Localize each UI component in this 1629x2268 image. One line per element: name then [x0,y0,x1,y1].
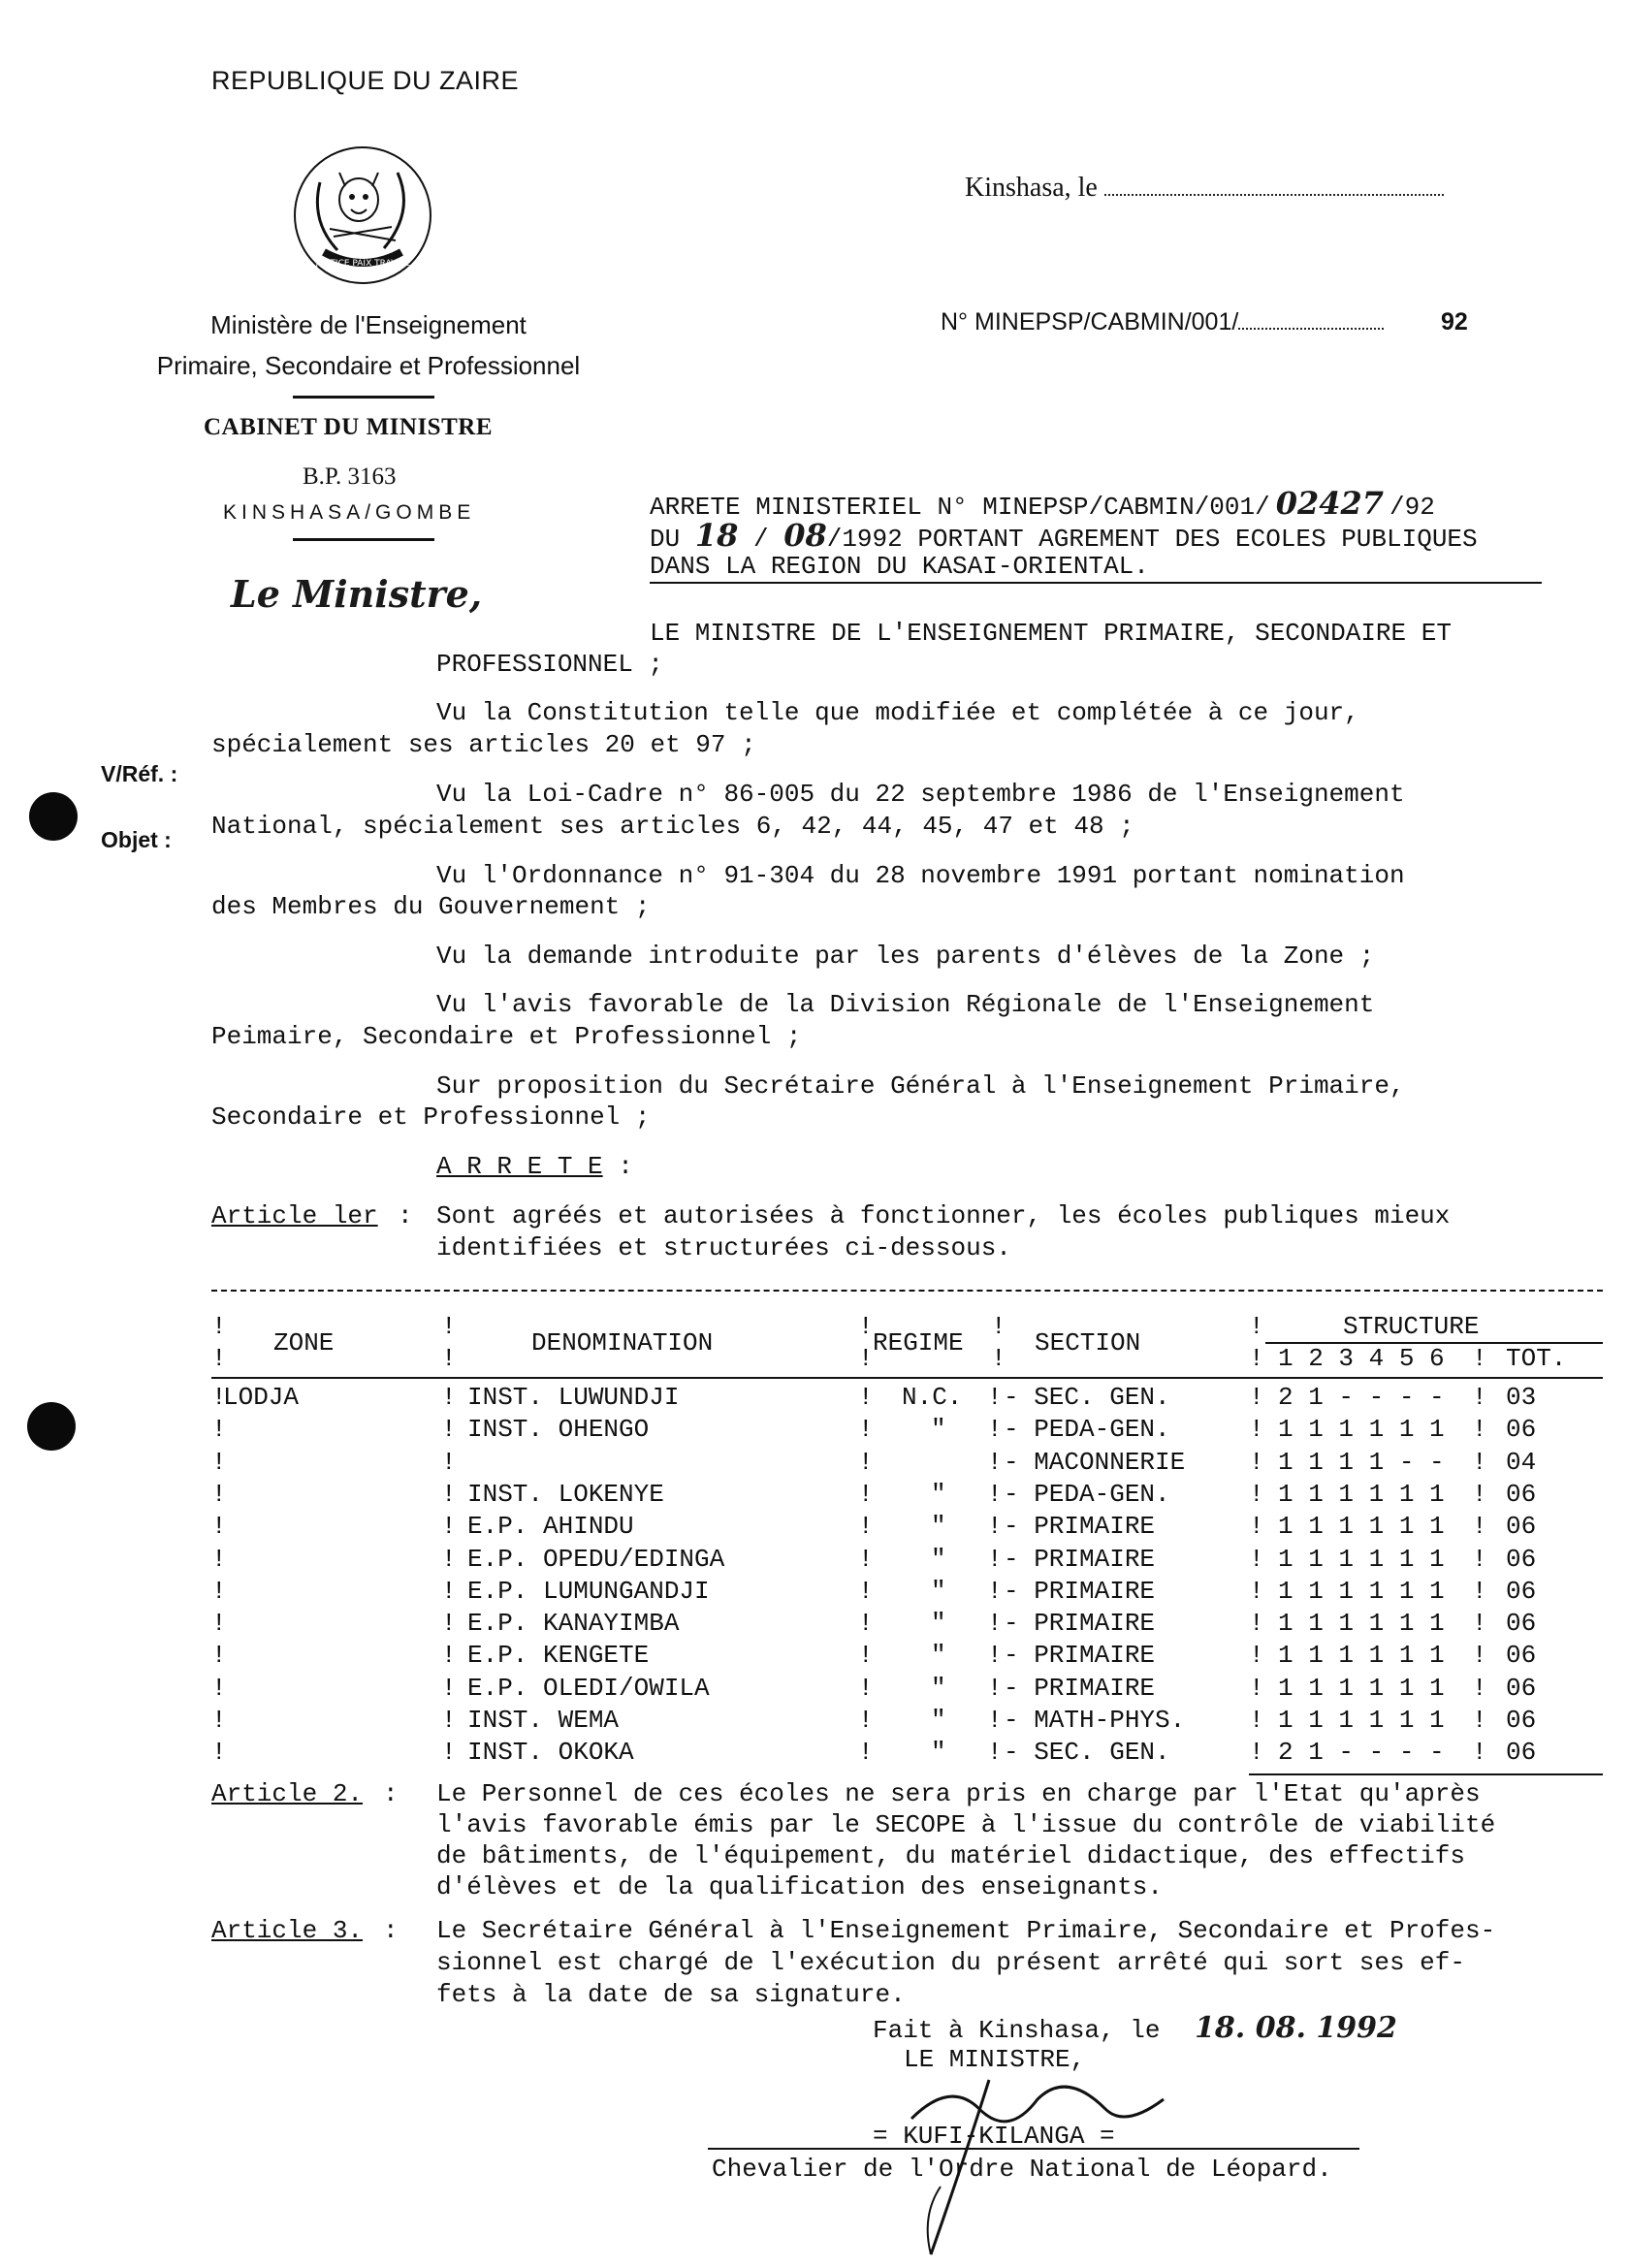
signatory-distinction: Chevalier de l'Ordre National de Léopard. [712,2155,1332,2184]
column-separator: ! [441,1738,457,1767]
table-top-rule [211,1290,1603,1292]
cell-total: 06 [1506,1545,1537,1574]
ministry-name-line1: Ministère de l'Enseignement [210,310,527,339]
signatory-title: LE MINISTRE, [904,2045,1086,2074]
date-line [965,173,1444,204]
header-sep: ! [211,1312,227,1341]
cell-regime: " [931,1641,946,1670]
handwritten-month: 08 [783,517,827,554]
column-separator: ! [858,1738,874,1767]
column-separator: ! [211,1512,227,1541]
cell-total: 06 [1506,1609,1537,1638]
header-denomination: DENOMINATION [531,1328,714,1358]
header-sep: ! [991,1312,1006,1341]
column-separator: ! [441,1609,457,1638]
column-separator: ! [987,1641,1003,1670]
vu2-line2: National, spécialement ses articles 6, 42, 44, 45, 47 et 48 ; [211,812,1134,841]
column-separator: ! [1249,1383,1264,1412]
cell-section: - PRIMAIRE [1004,1512,1156,1541]
column-separator: ! [211,1738,227,1767]
cell-denomination: E.P. KENGETE [467,1641,650,1670]
intro-line1: LE MINISTRE DE L'ENSEIGNEMENT PRIMAIRE, SECONDAIRE ET [650,619,1452,648]
column-separator: ! [1249,1641,1264,1670]
cell-regime: " [931,1512,946,1541]
vu3-line1: Vu l'Ordonnance n° 91-304 du 28 novembre 1991 portant nomination [436,861,1405,890]
cell-regime: N.C. [902,1383,963,1412]
column-separator: ! [1249,1706,1264,1735]
cell-structure: 1 1 1 1 1 1 [1278,1577,1445,1606]
signature-rule [708,2148,1359,2150]
article3-label: Article 3. [211,1916,364,1945]
column-separator: ! [211,1448,227,1477]
column-separator: ! [987,1674,1003,1703]
punch-hole-top [29,792,78,841]
cell-denomination: E.P. OLEDI/OWILA [467,1674,710,1703]
header-structure: STRUCTURE [1343,1312,1480,1341]
column-separator: ! [441,1577,457,1606]
cell-total: 06 [1506,1738,1537,1767]
column-separator: ! [211,1609,227,1638]
column-separator: ! [987,1706,1003,1735]
decree-title-line1: ARRETE MINISTERIEL N° MINEPSP/CABMIN/001/ 02427 /92 [650,485,1435,522]
cell-total: 06 [1506,1577,1537,1606]
cell-section: - MATH-PHYS. [1004,1706,1186,1735]
arrete-heading: A R R E T E : [436,1152,633,1181]
column-separator: ! [1472,1383,1487,1412]
column-separator: ! [1249,1545,1264,1574]
article2-line1: Le Personnel de ces écoles ne sera pris en charge par l'Etat qu'après [436,1779,1481,1808]
header-sep: ! [1472,1344,1487,1373]
cell-total: 06 [1506,1706,1537,1735]
vu1-line1: Vu la Constitution telle que modifiée et complétée à ce jour, [436,698,1359,727]
header-sep: ! [858,1344,874,1373]
column-separator: ! [1472,1448,1487,1477]
vu1-line2: spécialement ses articles 20 et 97 ; [211,730,756,759]
cell-total: 04 [1506,1448,1537,1477]
column-separator: ! [1472,1415,1487,1444]
article2-label: Article 2. [211,1779,364,1808]
column-separator: ! [441,1480,457,1509]
cell-structure: 2 1 - - - - [1278,1738,1445,1767]
column-separator: ! [1249,1738,1264,1767]
column-separator: ! [1472,1609,1487,1638]
cell-structure: 1 1 1 1 1 1 [1278,1609,1445,1638]
cell-section: - PRIMAIRE [1004,1577,1156,1606]
column-separator: ! [1472,1480,1487,1509]
column-separator: ! [211,1577,227,1606]
column-separator: ! [1249,1512,1264,1541]
cell-structure: 1 1 1 1 1 1 [1278,1706,1445,1735]
cell-section: - PRIMAIRE [1004,1674,1156,1703]
column-separator: ! [858,1577,874,1606]
city: KINSHASA/GOMBE [223,501,476,524]
article2-colon: : [383,1779,399,1808]
column-separator: ! [858,1448,874,1477]
vu3-line2: des Membres du Gouvernement ; [211,892,651,921]
column-separator: ! [987,1738,1003,1767]
cell-total: 06 [1506,1480,1537,1509]
vu6-line1: Sur proposition du Secrétaire Général à l'Enseignement Primaire, [436,1071,1405,1101]
vu6-line2: Secondaire et Professionnel ; [211,1102,651,1132]
column-separator: ! [441,1641,457,1670]
date-dots [1104,175,1444,196]
header-bottom-rule [211,1377,1603,1379]
table-bottom-rule [1249,1773,1603,1775]
column-separator: ! [858,1480,874,1509]
column-separator: ! [211,1383,227,1412]
column-separator: ! [1249,1577,1264,1606]
column-separator: ! [441,1512,457,1541]
column-separator: ! [1472,1545,1487,1574]
cell-section: - PRIMAIRE [1004,1641,1156,1670]
column-separator: ! [1249,1609,1264,1638]
cell-section: - PEDA-GEN. [1004,1480,1170,1509]
column-separator: ! [858,1545,874,1574]
reference-prefix: N° MINEPSP/CABMIN/001/ [941,308,1239,335]
column-separator: ! [1472,1577,1487,1606]
cell-denomination: INST. OKOKA [467,1738,634,1767]
article3-colon: : [383,1916,399,1945]
column-separator: ! [987,1545,1003,1574]
header-structure-cols: 1 2 3 4 5 6 [1278,1344,1445,1373]
article3-line1: Le Secrétaire Général à l'Enseignement Primaire, Secondaire et Profes- [436,1916,1496,1945]
column-separator: ! [441,1383,457,1412]
vu4-line: Vu la demande introduite par les parents d'élèves de la Zone ; [436,942,1375,971]
svg-text:JUSTICE PAIX TRAVAIL: JUSTICE PAIX TRAVAIL [315,259,410,269]
cell-regime: " [931,1706,946,1735]
header-regime: REGIME [873,1328,964,1358]
column-separator: ! [1249,1480,1264,1509]
cell-regime: " [931,1577,946,1606]
column-separator: ! [858,1674,874,1703]
cell-denomination: INST. LUWUNDJI [467,1383,680,1412]
cell-denomination: E.P. LUMUNGANDJI [467,1577,710,1606]
column-separator: ! [1472,1674,1487,1703]
vu5-line1: Vu l'avis favorable de la Division Régionale de l'Enseignement [436,990,1375,1019]
cell-total: 06 [1506,1512,1537,1541]
le-ministre-script: Le Ministre, [231,572,483,616]
coat-of-arms-icon [291,144,434,287]
handwritten-day: 18 [694,517,739,554]
column-separator: ! [858,1609,874,1638]
cell-denomination: INST. WEMA [467,1706,620,1735]
article1-text-line1: Sont agréés et autorisées à fonctionner, les écoles publiques mieux [436,1201,1451,1230]
column-separator: ! [211,1674,227,1703]
cell-regime: " [931,1480,946,1509]
column-separator: ! [987,1609,1003,1638]
column-separator: ! [987,1415,1003,1444]
cell-section: - PRIMAIRE [1004,1609,1156,1638]
column-separator: ! [987,1512,1003,1541]
reference-year: 92 [1441,308,1468,335]
column-separator: ! [1249,1674,1264,1703]
vref-label: V/Réf. : [101,761,178,786]
header-zone: ZONE [273,1328,335,1358]
column-separator: ! [987,1448,1003,1477]
column-separator: ! [1472,1512,1487,1541]
cell-structure: 1 1 1 1 - - [1278,1448,1445,1477]
column-separator: ! [987,1480,1003,1509]
column-separator: ! [858,1415,874,1444]
column-separator: ! [441,1545,457,1574]
handwritten-decree-number: 02427 [1275,485,1385,522]
column-separator: ! [211,1415,227,1444]
cell-denomination: E.P. KANAYIMBA [467,1609,680,1638]
republic-heading: REPUBLIQUE DU ZAIRE [211,66,520,95]
header-sep: ! [991,1344,1006,1373]
column-separator: ! [441,1674,457,1703]
cell-regime: " [931,1415,946,1444]
decree-title-line2: DU 18 / 08/1992 PORTANT AGREMENT DES ECOLES PUBLIQUES [650,517,1478,554]
cell-structure: 1 1 1 1 1 1 [1278,1415,1445,1444]
column-separator: ! [211,1641,227,1670]
cell-regime: " [931,1674,946,1703]
punch-hole-bottom [27,1402,76,1451]
column-separator: ! [441,1706,457,1735]
cell-section: - PRIMAIRE [1004,1545,1156,1574]
column-separator: ! [858,1512,874,1541]
cabinet-heading: CABINET DU MINISTRE [204,414,493,440]
cell-total: 06 [1506,1674,1537,1703]
cell-structure: 2 1 - - - - [1278,1383,1445,1412]
cell-total: 06 [1506,1415,1537,1444]
cell-regime: " [931,1609,946,1638]
header-section: SECTION [1035,1328,1141,1358]
cell-zone: LODJA [223,1383,300,1412]
cell-regime: " [931,1738,946,1767]
header-sep: ! [441,1344,457,1373]
vu5-line2: Peimaire, Secondaire et Professionnel ; [211,1022,802,1051]
postal-box: B.P. 3163 [303,463,397,490]
cell-denomination: INST. LOKENYE [467,1480,664,1509]
article3-line2: sionnel est chargé de l'exécution du présent arrêté qui sort ses ef- [436,1948,1465,1977]
column-separator: ! [1249,1415,1264,1444]
reference-dots [1238,310,1384,330]
header-sep: ! [211,1344,227,1373]
header-total: TOT. [1506,1344,1567,1373]
column-separator: ! [987,1577,1003,1606]
cell-section: - MACONNERIE [1004,1448,1186,1477]
column-separator: ! [858,1641,874,1670]
cell-total: 03 [1506,1383,1537,1412]
intro-line2: PROFESSIONNEL ; [436,650,664,679]
objet-label: Objet : [101,827,172,852]
column-separator: ! [211,1480,227,1509]
handwritten-signature-date: 18. 08. 1992 [1195,2011,1397,2045]
column-separator: ! [858,1383,874,1412]
fait-a-label: Fait à Kinshasa, le [873,2016,1161,2045]
cell-structure: 1 1 1 1 1 1 [1278,1641,1445,1670]
cell-section: - SEC. GEN. [1004,1738,1170,1767]
article3-line3: fets à la date de sa signature. [436,1980,906,2009]
title-rule [650,582,1542,584]
column-separator: ! [858,1706,874,1735]
column-separator: ! [1472,1706,1487,1735]
article2-line2: l'avis favorable émis par le SECOPE à l'issue du contrôle de viabilité [436,1810,1496,1839]
ministry-name-line2: Primaire, Secondaire et Professionnel [156,351,581,380]
city-rule [293,538,434,541]
cell-denomination: E.P. AHINDU [467,1512,634,1541]
cell-denomination: E.P. OPEDU/EDINGA [467,1545,725,1574]
signatory-name: = KUFI-KILANGA = [873,2122,1115,2151]
column-separator: ! [1472,1738,1487,1767]
cell-section: - PEDA-GEN. [1004,1415,1170,1444]
article1-label: Article ler [211,1201,378,1230]
column-separator: ! [441,1448,457,1477]
column-separator: ! [1472,1641,1487,1670]
cell-section: - SEC. GEN. [1004,1383,1170,1412]
article1-text-line2: identifiées et structurées ci-dessous. [436,1233,1011,1262]
cell-structure: 1 1 1 1 1 1 [1278,1480,1445,1509]
reference-number [941,308,1384,336]
header-sep: ! [1249,1344,1264,1373]
header-rule [293,396,434,399]
cell-structure: 1 1 1 1 1 1 [1278,1674,1445,1703]
column-separator: ! [211,1706,227,1735]
column-separator: ! [211,1545,227,1574]
column-separator: ! [441,1415,457,1444]
cell-regime: " [931,1545,946,1574]
cell-total: 06 [1506,1641,1537,1670]
header-sep: ! [858,1312,874,1341]
cell-structure: 1 1 1 1 1 1 [1278,1545,1445,1574]
date-label: Kinshasa, le [965,173,1098,203]
cell-structure: 1 1 1 1 1 1 [1278,1512,1445,1541]
header-sep: ! [1249,1312,1264,1341]
cell-denomination: INST. OHENGO [467,1415,650,1444]
header-sep: ! [441,1312,457,1341]
article1-colon: : [398,1201,413,1230]
decree-title-line3: DANS LA REGION DU KASAI-ORIENTAL. [650,552,1149,581]
column-separator: ! [1249,1448,1264,1477]
vu2-line1: Vu la Loi-Cadre n° 86-005 du 22 septembre 1986 de l'Enseignement [436,780,1405,809]
column-separator: ! [987,1383,1003,1412]
article2-line4: d'élèves et de la qualification des enseignants. [436,1872,1163,1901]
article2-line3: de bâtiments, de l'équipement, du matériel didactique, des effectifs [436,1841,1465,1870]
